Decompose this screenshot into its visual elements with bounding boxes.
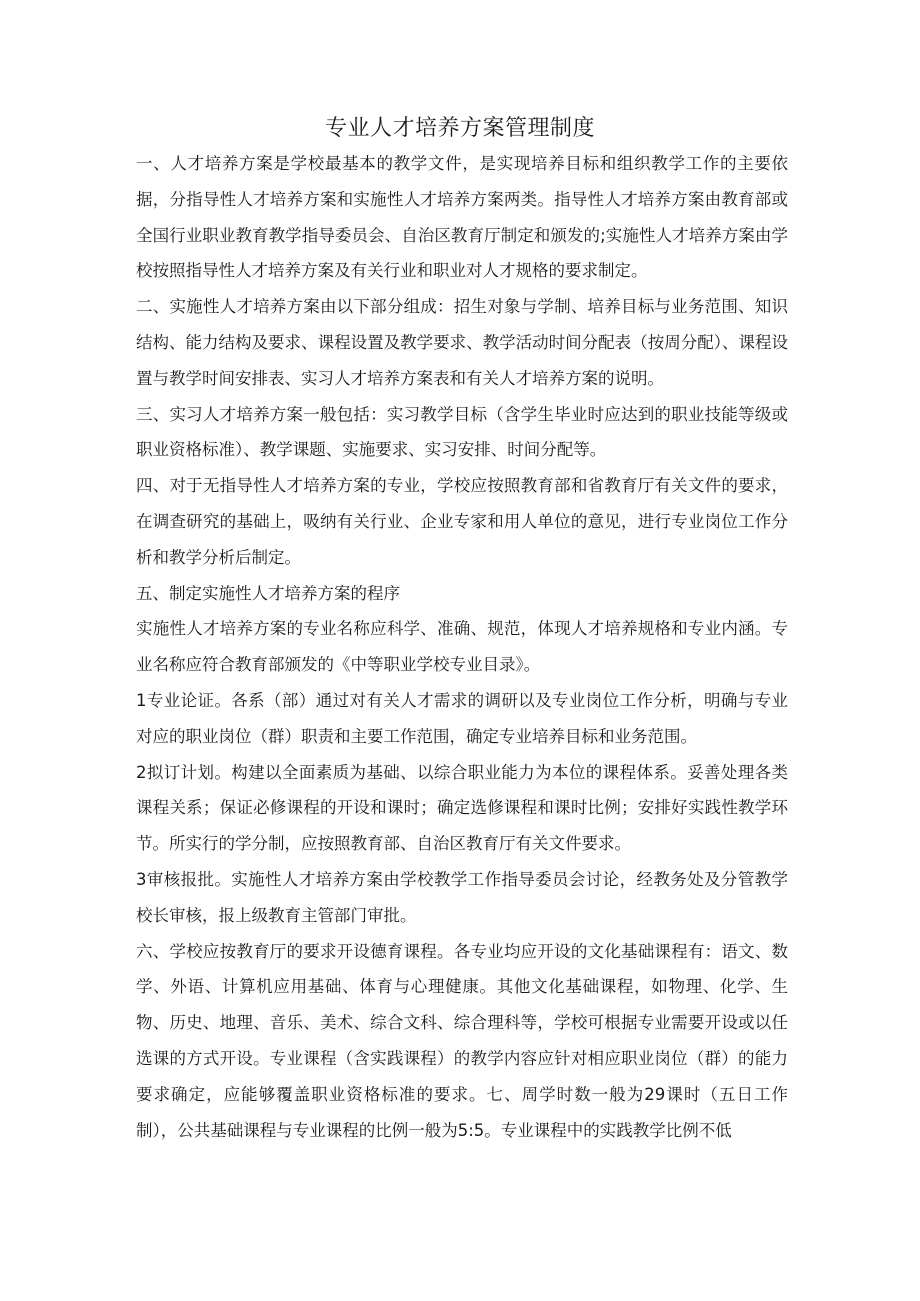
paragraph-10: 六、学校应按教育厅的要求开设德育课程。各专业均应开设的文化基础课程有：语文、数学、外语、计算机应用基础、体育与心理健康。其他文化基础课程，如物理、化学、生物、历史、地理、音乐、美术、综合文科、综合理科等，学校可根据专业需要开设或以任选课的方式开设。专业课程（含实践课程）的教学内容应针对相应职业岗位（群）的能力要求确定，应能够覆盖职业资格标准的要求。七、周学时数一般为29课时（五日工作制），公共基础课程与专业课程的比例一般为5:5。专业课程中的实践教学比例不低 <box>136 941 788 1140</box>
paragraph-3: 三、实习人才培养方案一般包括：实习教学目标（含学生毕业时应达到的职业技能等级或职业资格标准）、教学课题、实施要求、实习安排、时间分配等。 <box>136 404 788 460</box>
paragraph-9: 3审核报批。实施性人才培养方案由学校教学工作指导委员会讨论，经教务处及分管教学校长审核，报上级教育主管部门审批。 <box>136 869 788 925</box>
paragraph-1: 一、人才培养方案是学校最基本的教学文件，是实现培养目标和组织教学工作的主要依据，分指导性人才培养方案和实施性人才培养方案两类。指导性人才培养方案由教育部或全国行业职业教育教学指导委员会、自治区教育厅制定和颁发的;实施性人才培养方案由学校按照指导性人才培养方案及有关行业和职业对人才规格的要求制定。 <box>136 154 788 281</box>
paragraph-6: 实施性人才培养方案的专业名称应科学、准确、规范，体现人才培养规格和专业内涵。专业名称应符合教育部颁发的《中等职业学校专业目录》。 <box>136 619 788 675</box>
paragraph-4: 四、对于无指导性人才培养方案的专业，学校应按照教育部和省教育厅有关文件的要求，在调查研究的基础上，吸纳有关行业、企业专家和用人单位的意见，进行专业岗位工作分析和教学分析后制定。 <box>136 476 788 567</box>
document-title: 专业人才培养方案管理制度 <box>324 116 595 141</box>
paragraph-8: 2拟订计划。构建以全面素质为基础、以综合职业能力为本位的课程体系。妥善处理各类课程关系；保证必修课程的开设和课时；确定选修课程和课时比例；安排好实践性教学环节。所实行的学分制，应按照教育部、自治区教育厅有关文件要求。 <box>136 762 788 854</box>
paragraph-7: 1专业论证。各系（部）通过对有关人才需求的调研以及专业岗位工作分析，明确与专业对应的职业岗位（群）职责和主要工作范围，确定专业培养目标和业务范围。 <box>136 690 788 746</box>
paragraph-2: 二、实施性人才培养方案由以下部分组成：招生对象与学制、培养目标与业务范围、知识结构、能力结构及要求、课程设置及教学要求、教学活动时间分配表（按周分配）、课程设置与教学时间安排表、实习人才培养方案表和有关人才培养方案的说明。 <box>136 297 788 388</box>
paragraph-5-heading: 五、制定实施性人才培养方案的程序 <box>136 583 400 603</box>
document-body <box>136 146 788 1148</box>
